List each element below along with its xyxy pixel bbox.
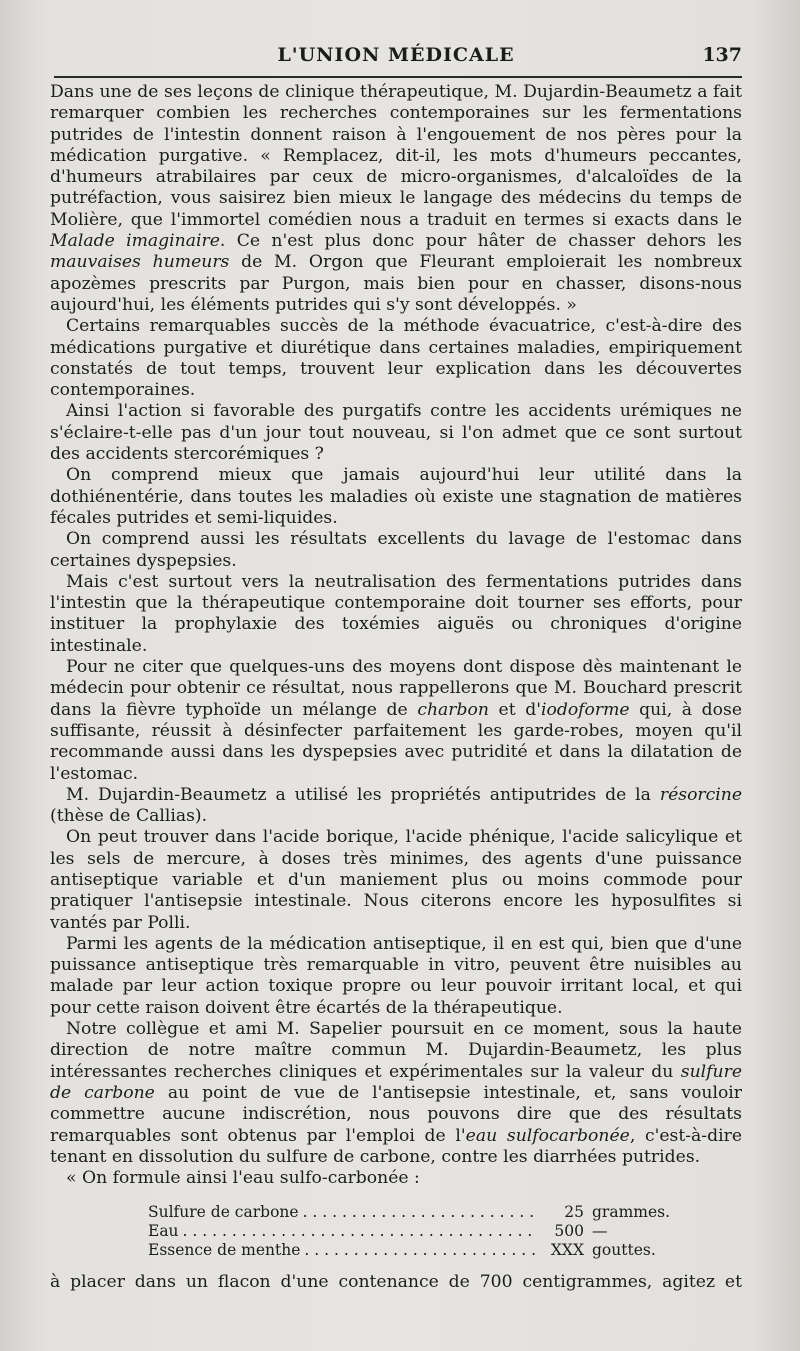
- running-title: L'UNION MÉDICALE: [277, 44, 515, 66]
- italic-text: sulfure de carbone: [50, 1061, 742, 1103]
- text-run: de M. Orgon que Fleurant emploierait les nombreux apozèmes prescrits par Purgon, mais bien pour en chasser, disons-nous aujourd'hui, les éléments putrides qui s'y sont développés. »: [50, 252, 742, 315]
- text-run: « On formule ainsi l'eau sulfo-carbonée :: [66, 1168, 420, 1189]
- text-run: (thèse de Callias).: [50, 806, 208, 827]
- formula-quantity: XXX: [550, 1241, 584, 1260]
- page-number: 137: [702, 44, 742, 66]
- paragraph: [50, 785, 742, 828]
- text-run: , c'est-à-dire tenant en dissolution du sulfure de carbone, contre les diarrhées putrides.: [50, 1125, 743, 1167]
- text-run: qui, à dose suffisante, réussit à désinfecter parfaitement les garde-robes, moyen qu'il recommande aussi dans les dyspepsies avec putridité et dans la dilatation de l'estomac.: [50, 699, 743, 784]
- formula-item: Essence de menthe: [148, 1241, 301, 1260]
- italic-text: résorcine: [659, 784, 742, 805]
- text-run: On comprend aussi les résultats excellents du lavage de l'estomac dans certaines dyspepsies.: [50, 529, 742, 571]
- formula-row: [148, 1203, 671, 1222]
- formula-quantity: 25: [564, 1203, 584, 1222]
- formula-unit: gouttes.: [592, 1241, 656, 1260]
- formula-row: [148, 1222, 668, 1241]
- text-run: Mais c'est surtout vers la neutralisation des fermentations putrides dans l'intestin que la thérapeutique contemporaine doit tourner ses efforts, pour instituer la prophylaxie des toxémies aiguës ou chroniques d'origine intestinale.: [50, 571, 742, 656]
- paragraph: [50, 82, 742, 316]
- italic-text: mauvaises humeurs: [50, 252, 230, 273]
- text-run: au point de vue de l'antisepsie intestinale, et, sans vouloir commettre aucune indiscrétion, nous pouvons dire que des résultats remarquables sont obtenus par l'emploi de l': [50, 1082, 742, 1146]
- text-run: On comprend mieux que jamais aujourd'hui leur utilité dans la dothiénentérie, dans toutes les maladies où existe une stagnation de matières fécales putrides et semi-liquides.: [50, 465, 742, 528]
- leader-dots: [303, 1203, 536, 1222]
- text-run: Notre collègue et ami M. Sapelier poursuit en ce moment, sous la haute direction de notre maître commun M. Dujardin-Beaumetz, les plus intéressantes recherches cliniques et expérimentales sur la valeur du: [50, 1019, 742, 1082]
- italic-text: Malade imaginaire: [50, 231, 220, 252]
- last-line: à placer dans un flacon d'une contenance de 700 centigrammes, agitez et: [50, 1272, 742, 1293]
- formula-unit: grammes.: [592, 1203, 671, 1222]
- text-run: et d': [488, 699, 541, 720]
- body-text: [50, 82, 742, 1189]
- formula-table: [148, 1203, 671, 1260]
- text-run: On peut trouver dans l'acide borique, l'acide phénique, l'acide salicylique et les sels de mercure, à doses très minimes, des agents d'une puissance antiseptique variable et d'un maniement plus ou moins commode pour pratiquer l'antisepsie intestinale. Nous citerons encore les hyposulfites si vantés par Polli.: [50, 827, 742, 933]
- leader-dots: [183, 1222, 536, 1241]
- text-run: Ainsi l'action si favorable des purgatifs contre les accidents urémiques ne s'éclaire-t-elle pas d'un jour tout nouveau, si l'on admet que ce sont surtout des accidents stercorémiques ?: [50, 401, 742, 465]
- paragraph: [50, 934, 742, 1019]
- paragraph: [50, 1168, 742, 1189]
- paragraph: [50, 401, 742, 465]
- page-header: [50, 44, 742, 74]
- formula-item: Eau: [148, 1222, 179, 1241]
- italic-text: eau sulfocarbonée: [465, 1125, 630, 1146]
- header-rule: [54, 76, 742, 78]
- paragraph: [50, 827, 742, 933]
- formula-quantity: 500: [554, 1222, 584, 1241]
- paragraph: [50, 1019, 742, 1168]
- paragraph: [50, 657, 742, 785]
- italic-text: iodoforme: [540, 699, 630, 720]
- text-run: Dans une de ses leçons de clinique thérapeutique, M. Dujardin-Beaumetz a fait remarquer combien les recherches contemporaines sur les fermentations putrides de l'intestin donnent raison à l'engouement de nos pères pour la médication purgative. « Remplacez, dit-il, les mots d'humeurs peccantes, d'humeurs atrabilaires par ceux de micro-organismes, d'alcaloïdes de la putréfaction, vous saisirez bien mieux le langage des médecins du temps de Molière, que l'immortel comédien nous a traduit en termes si exacts dans le: [50, 82, 742, 230]
- text-run: Certains remarquables succès de la méthode évacuatrice, c'est-à-dire des médications purgative et diurétique dans certaines maladies, empiriquement constatés de tout temps, trouvent leur explication dans les découvertes contemporaines.: [50, 316, 742, 401]
- paragraph: [50, 316, 742, 401]
- text-run: Pour ne citer que quelques-uns des moyens dont dispose dès maintenant le médecin pour obtenir ce résultat, nous rappellerons que M. Bouchard prescrit dans la fièvre typhoïde un mélange de: [50, 657, 742, 720]
- paragraph: [50, 465, 742, 529]
- formula-row: [148, 1241, 668, 1260]
- text-run: M. Dujardin-Beaumetz a utilisé les propriétés antiputrides de la: [66, 784, 660, 805]
- text-run: Parmi les agents de la médication antiseptique, il en est qui, bien que d'une puissance antiseptique très remarquable in vitro, peuvent être nuisibles au malade par leur action toxique propre ou leur pouvoir irritant local, et qui pour cette raison doivent être écartés de la thérapeutique.: [50, 933, 742, 1018]
- leader-dots: [304, 1241, 536, 1260]
- formula-unit: —: [592, 1222, 608, 1241]
- text-run: . Ce n'est plus donc pour hâter de chasser dehors les: [219, 231, 742, 252]
- italic-text: charbon: [417, 699, 489, 720]
- paragraph: [50, 529, 742, 572]
- paragraph: [50, 572, 742, 657]
- formula-item: Sulfure de carbone: [148, 1203, 299, 1222]
